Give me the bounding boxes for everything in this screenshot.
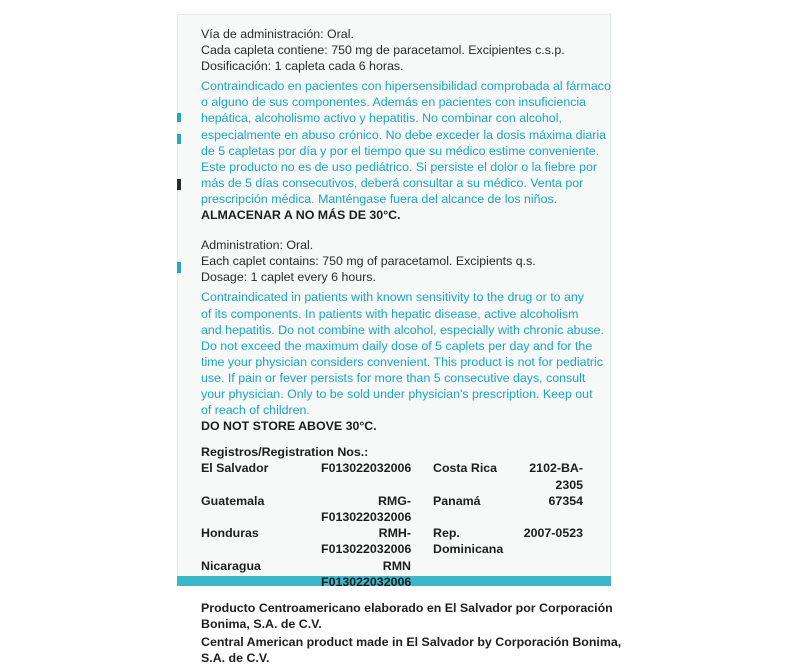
registrations-heading: Registros/Registration Nos.: [201, 445, 369, 460]
reg-number: F013022032006 [321, 461, 412, 476]
dosage-en: Dosage: 1 caplet every 6 hours. [201, 270, 376, 285]
edge-mark [177, 113, 181, 122]
reg-country: Rep. Dominicana [433, 526, 504, 557]
label-text [201, 26, 622, 666]
reg-number: RMN F013022032006 [321, 558, 412, 589]
reg-number: RMG-F013022032006 [321, 493, 412, 524]
reg-number: 67354 [548, 493, 583, 508]
reg-number: RMH-F013022032006 [321, 526, 412, 557]
reg-country: Nicaragua [201, 558, 261, 573]
english-section [201, 237, 606, 434]
edge-mark [177, 262, 181, 273]
administration-en: Administration: Oral. [201, 238, 314, 253]
reg-country: Costa Rica [433, 461, 498, 476]
administration-es: Vía de administración: Oral. [201, 27, 354, 41]
storage-en: DO NOT STORE ABOVE 30°C. [201, 419, 377, 434]
origin-es: Producto Centroamericano elaborado en El Salvador por Corporación [201, 600, 613, 615]
spanish-section [201, 26, 611, 223]
reg-country: Honduras [201, 526, 259, 541]
reg-number: 2007-0523 [523, 526, 583, 541]
warning-en: Contraindicated in patients with known sensitivity to the drug or to any of its components. In patients with hepatic disease, active alcoholism and hepatitis. Do not combine with alcohol, especially with chronic abuse. Do not exceed the maximum daily dose of 5 caplets per day and for the time your physician considers convenient. This product is not for pediatric use. If pain or fever persists for more than 5 consecutive days, consult your physician. Only to be sold under physician's prescription. Keep out of reach of children. [201, 290, 604, 418]
composition-es: Cada capleta contiene: 750 mg de paracetamol. Excipientes c.s.p. [201, 43, 565, 58]
reg-country: El Salvador [201, 461, 269, 476]
registrations-section [201, 444, 606, 590]
origin-en: Central American product made in El Salvador by Corporación Bonima, [201, 635, 622, 650]
reg-country: Panamá [433, 493, 481, 508]
reg-number: 2102-BA-2305 [529, 461, 583, 492]
reg-country [411, 558, 509, 590]
storage-es: ALMACENAR A NO MÁS DE 30°C. [201, 208, 401, 223]
origin-section [201, 600, 622, 666]
reg-number [509, 558, 583, 590]
edge-mark [177, 179, 181, 190]
edge-mark [177, 134, 181, 144]
composition-en: Each caplet contains: 750 mg of paracetamol. Excipients q.s. [201, 254, 536, 269]
origin-en: S.A. de C.V. [201, 651, 270, 666]
registrations-table [201, 460, 606, 590]
warning-es: Contraindicado en pacientes con hipersensibilidad comprobada al fármaco o alguno de sus componentes. Además en pacientes con insuficiencia hepática, alcoholismo activo y hepatitis. No combinar con alcohol, especialmente en abuso crónico. No debe exceder la dosis máxima diaria de 5 capletas por día y por el tiempo que su médico estime conveniente. Este producto no es de uso pediátrico. Si persiste el dolor o la fiebre por más de 5 días consecutivos, deberá consultar a su médico. Venta por prescripción médica. Manténgase fuera del alcance de los niños. [201, 79, 611, 206]
dosage-es: Dosificación: 1 capleta cada 6 horas. [201, 59, 404, 74]
reg-country: Guatemala [201, 493, 265, 508]
origin-es: Bonima, S.A. de C.V. [201, 617, 322, 632]
